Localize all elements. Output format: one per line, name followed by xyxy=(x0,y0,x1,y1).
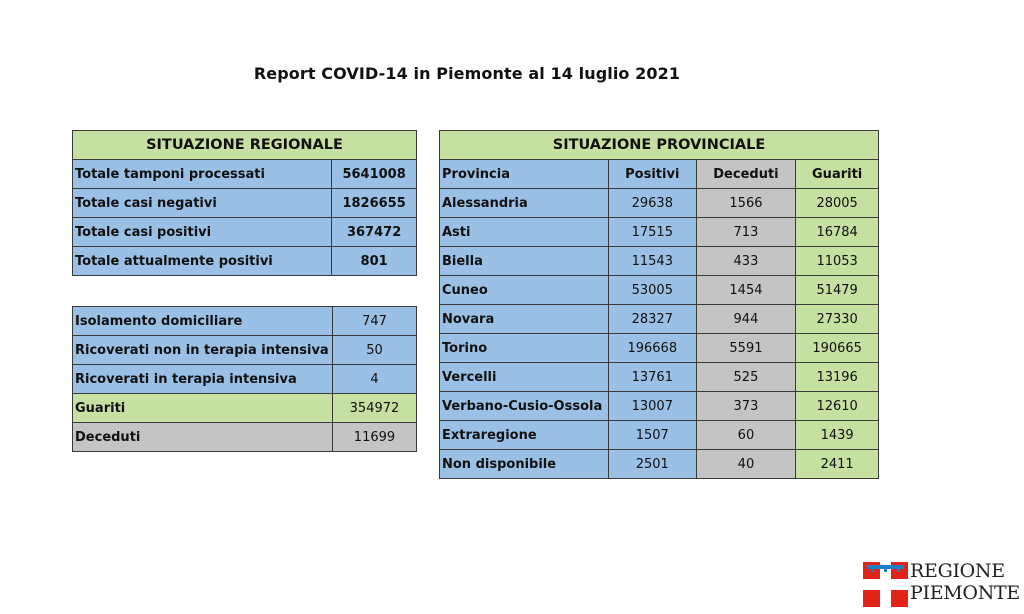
column-header: Positivi xyxy=(608,160,696,189)
table-row xyxy=(73,394,417,423)
table-row xyxy=(73,189,417,218)
row-label: Totale casi positivi xyxy=(73,218,332,247)
table-row xyxy=(73,218,417,247)
deceduti-value: 60 xyxy=(696,421,796,450)
table-row xyxy=(440,189,879,218)
table-row xyxy=(73,307,417,336)
table-row xyxy=(73,365,417,394)
row-value: 4 xyxy=(332,365,416,394)
province-name: Asti xyxy=(440,218,609,247)
province-name: Novara xyxy=(440,305,609,334)
column-header: Deceduti xyxy=(696,160,796,189)
province-name: Biella xyxy=(440,247,609,276)
province-name: Non disponibile xyxy=(440,450,609,479)
column-header: Provincia xyxy=(440,160,609,189)
table-row xyxy=(73,423,417,452)
logo-line-2: PIEMONTE xyxy=(910,582,1020,604)
table-row xyxy=(440,334,879,363)
row-value: 1826655 xyxy=(332,189,417,218)
positivi-value: 13761 xyxy=(608,363,696,392)
row-value: 50 xyxy=(332,336,416,365)
deceduti-value: 1566 xyxy=(696,189,796,218)
row-label: Totale tamponi processati xyxy=(73,160,332,189)
table-row xyxy=(73,247,417,276)
table-row xyxy=(440,276,879,305)
deceduti-value: 433 xyxy=(696,247,796,276)
guariti-value: 12610 xyxy=(796,392,879,421)
province-name: Alessandria xyxy=(440,189,609,218)
deceduti-value: 1454 xyxy=(696,276,796,305)
row-label: Guariti xyxy=(73,394,333,423)
regional-header: SITUAZIONE REGIONALE xyxy=(73,131,417,160)
row-value: 747 xyxy=(332,307,416,336)
provincial-table xyxy=(439,130,879,479)
row-value: 367472 xyxy=(332,218,417,247)
regione-piemonte-logo xyxy=(863,560,1020,608)
row-value: 5641008 xyxy=(332,160,417,189)
guariti-value: 2411 xyxy=(796,450,879,479)
positivi-value: 17515 xyxy=(608,218,696,247)
guariti-value: 13196 xyxy=(796,363,879,392)
guariti-value: 27330 xyxy=(796,305,879,334)
row-label: Isolamento domiciliare xyxy=(73,307,333,336)
row-label: Ricoverati in terapia intensiva xyxy=(73,365,333,394)
table-row xyxy=(440,421,879,450)
positivi-value: 11543 xyxy=(608,247,696,276)
table-header-row xyxy=(73,131,417,160)
guariti-value: 16784 xyxy=(796,218,879,247)
guariti-value: 190665 xyxy=(796,334,879,363)
table-row xyxy=(440,363,879,392)
province-name: Extraregione xyxy=(440,421,609,450)
province-name: Vercelli xyxy=(440,363,609,392)
row-value: 354972 xyxy=(332,394,416,423)
page-title: Report COVID-14 in Piemonte al 14 luglio 2021 xyxy=(253,64,681,83)
province-name: Torino xyxy=(440,334,609,363)
positivi-value: 2501 xyxy=(608,450,696,479)
piemonte-flag-icon xyxy=(863,562,908,607)
guariti-value: 1439 xyxy=(796,421,879,450)
table-row xyxy=(440,218,879,247)
deceduti-value: 373 xyxy=(696,392,796,421)
positivi-value: 1507 xyxy=(608,421,696,450)
row-label: Ricoverati non in terapia intensiva xyxy=(73,336,333,365)
positivi-value: 13007 xyxy=(608,392,696,421)
deceduti-value: 713 xyxy=(696,218,796,247)
guariti-value: 11053 xyxy=(796,247,879,276)
table-row xyxy=(440,305,879,334)
province-name: Verbano-Cusio-Ossola xyxy=(440,392,609,421)
row-value: 801 xyxy=(332,247,417,276)
deceduti-value: 40 xyxy=(696,450,796,479)
province-name: Cuneo xyxy=(440,276,609,305)
deceduti-value: 5591 xyxy=(696,334,796,363)
guariti-value: 51479 xyxy=(796,276,879,305)
table-row xyxy=(440,392,879,421)
row-value: 11699 xyxy=(332,423,416,452)
positivi-value: 53005 xyxy=(608,276,696,305)
row-label: Deceduti xyxy=(73,423,333,452)
regional-detail-table xyxy=(72,306,417,452)
provincial-header: SITUAZIONE PROVINCIALE xyxy=(440,131,879,160)
table-header-row xyxy=(440,131,879,160)
table-row xyxy=(73,160,417,189)
row-label: Totale casi negativi xyxy=(73,189,332,218)
deceduti-value: 944 xyxy=(696,305,796,334)
table-row xyxy=(440,450,879,479)
column-header: Guariti xyxy=(796,160,879,189)
table-row xyxy=(73,336,417,365)
positivi-value: 29638 xyxy=(608,189,696,218)
positivi-value: 28327 xyxy=(608,305,696,334)
deceduti-value: 525 xyxy=(696,363,796,392)
regional-summary-table xyxy=(72,130,417,276)
column-header-row xyxy=(440,160,879,189)
logo-line-1: REGIONE xyxy=(910,560,1005,582)
guariti-value: 28005 xyxy=(796,189,879,218)
positivi-value: 196668 xyxy=(608,334,696,363)
row-label: Totale attualmente positivi xyxy=(73,247,332,276)
table-row xyxy=(440,247,879,276)
